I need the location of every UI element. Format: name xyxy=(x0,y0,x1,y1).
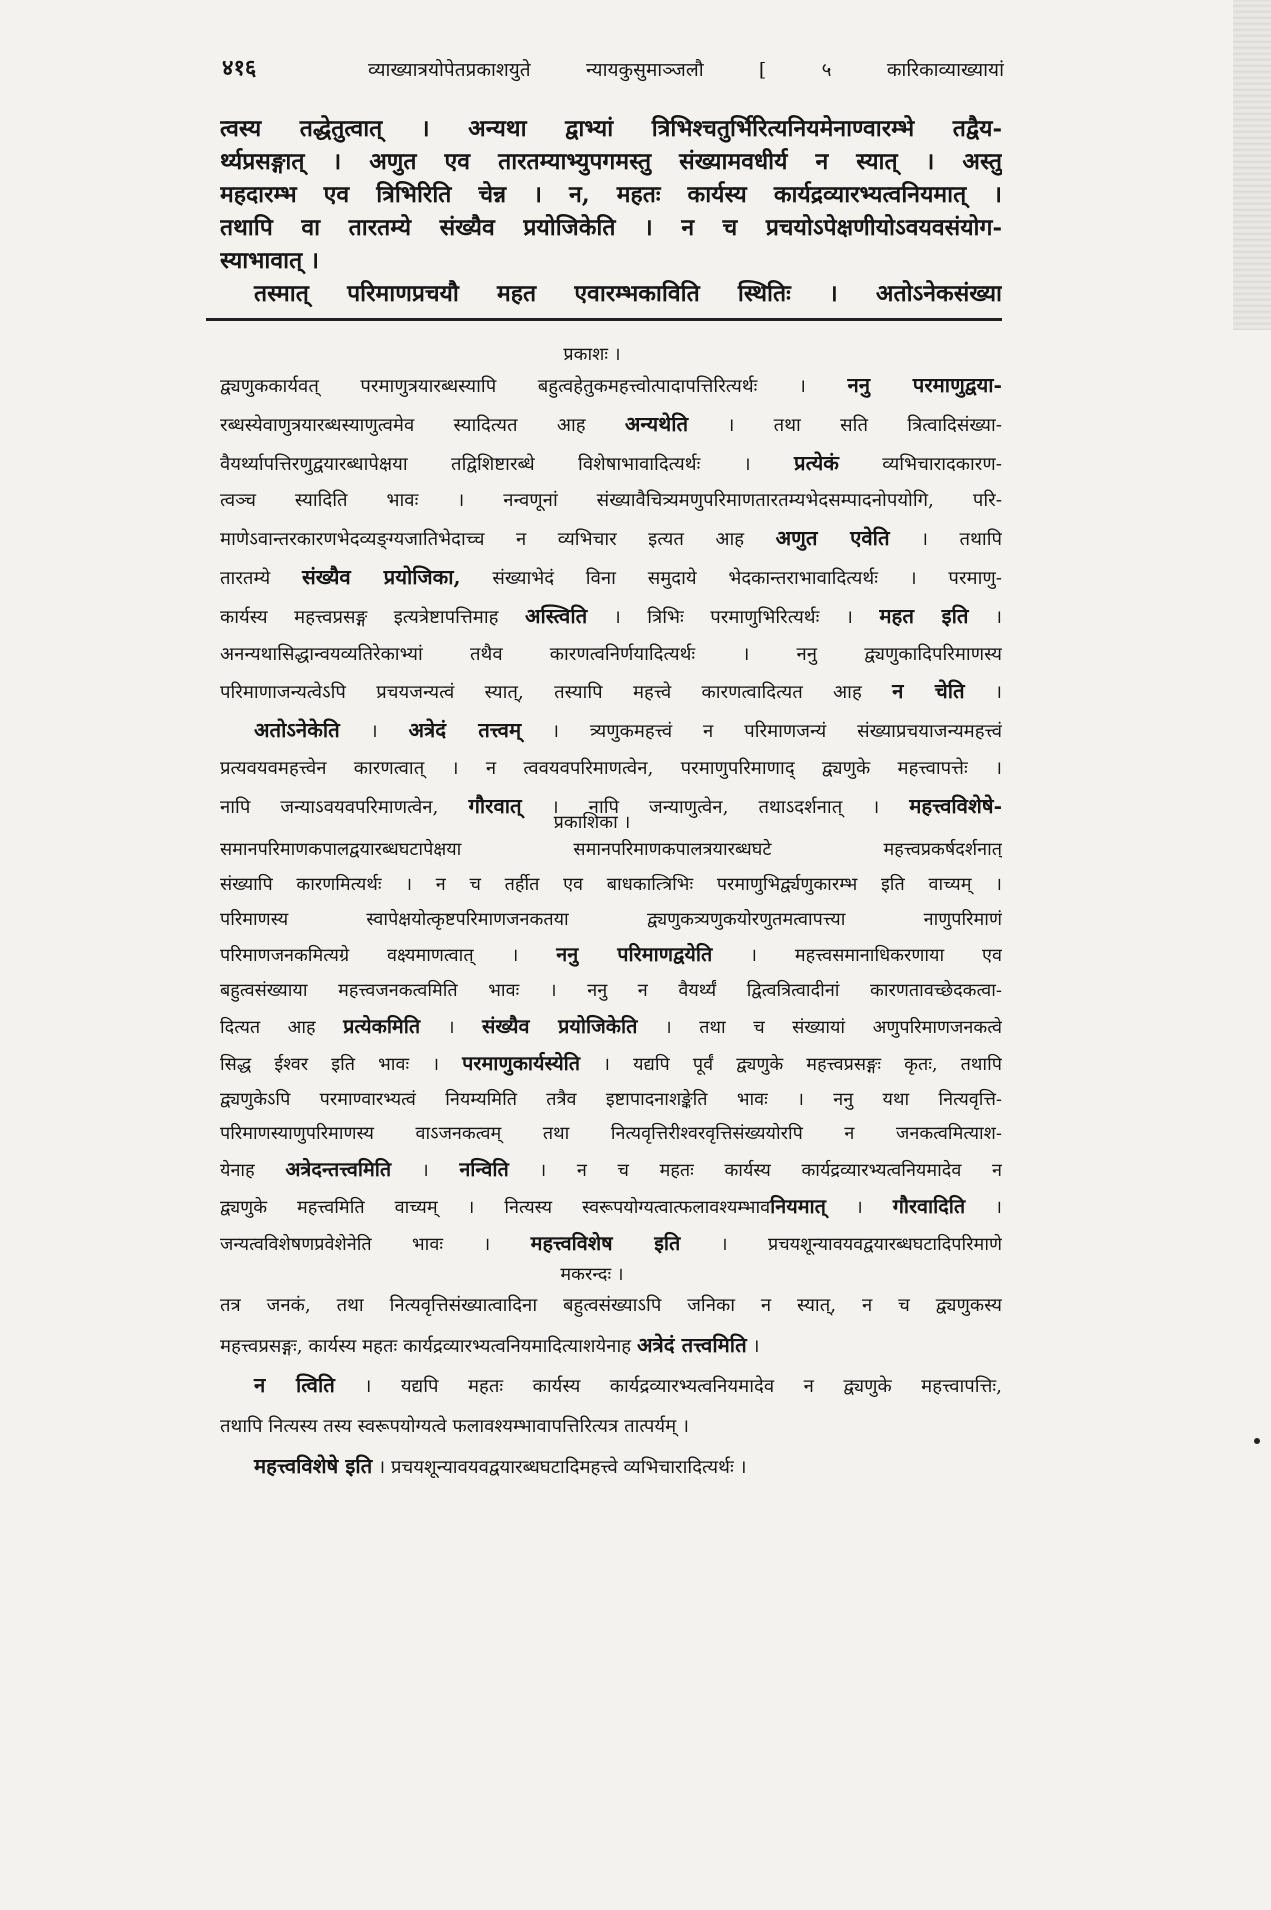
text-run: सिद्ध ईश्वर इति भावः । xyxy=(220,1053,463,1075)
text-run: । प्रचयशून्यावयवद्वयारब्धघटादिमहत्त्वे व्यभिचारादित्यर्थः । xyxy=(372,1456,747,1478)
text-run: । xyxy=(968,606,1002,628)
prakashika-line xyxy=(220,1226,1002,1263)
text-run: परिमाणजनकमित्यग्रे वक्ष्यमाणत्वात् । xyxy=(220,945,557,967)
text-run: द्व्यणुकेऽपि परमाण्वारभ्यत्वं नियम्यमिति तत्रैव इष्टापादनाशङ्केति भावः । ननु यथा नित्यवृत्ति- xyxy=(220,1088,1002,1110)
makaranda-line xyxy=(220,1407,1002,1447)
text-run: नापि जन्याऽवयवपरिमाणत्वेन, xyxy=(220,796,469,818)
mula-text xyxy=(220,112,1002,310)
text-run: । यद्यपि महतः कार्यस्य कार्यद्रव्यारभ्यत्वनियमादेव न द्व्यणुके महत्त्वापत्तिः, xyxy=(334,1376,1002,1398)
text-run: संख्यापि कारणमित्यर्थः । न च तर्हीत एव बाधकात्त्रिभिः परमाणुभिर्द्व्यणुकारम्भ इति वाच्यम् । xyxy=(220,873,1002,895)
prakashika-line xyxy=(220,1152,1002,1189)
text-run: तथापि वा तारतम्ये संख्यैव प्रयोजिकेति । न च प्रचयोऽपेक्षणीयोऽवयवसंयोग- xyxy=(220,214,1002,241)
pratika-term: संख्यैव प्रयोजिका, xyxy=(301,564,461,589)
prakasha-line xyxy=(220,483,1002,520)
text-run: त्वञ्च स्यादिति भावः । नन्वणूनां संख्यावैचित्र्यमणुपरिमाणतारतम्यभेदसम्पादनोपयोगि, परि- xyxy=(220,490,1002,512)
prakashika-heading: प्रकाशिका । xyxy=(553,812,631,833)
text-run: रब्धस्येवाणुत्रयारब्धस्याणुत्वमेव स्यादित्यत आह xyxy=(220,414,625,436)
makaranda-heading: मकरन्दः । xyxy=(560,1264,624,1285)
text-run: । xyxy=(339,721,409,743)
prakasha-line xyxy=(220,406,1002,445)
mula-line xyxy=(220,244,1002,277)
makaranda-line xyxy=(220,1286,1002,1326)
text-run: । न च महतः कार्यस्य कार्यद्रव्यारभ्यत्वनियमादेव न xyxy=(508,1160,1002,1182)
prakasha-line xyxy=(220,751,1002,788)
text-run: तत्र जनकं, तथा नित्यवृत्तिसंख्यात्वादिना बहुत्वसंख्याऽपि जनिका न स्यात्, न च द्व्यणुकस्य xyxy=(220,1295,1002,1316)
pratika-term: ननु परमाणुद्वया- xyxy=(847,373,1002,397)
pratika-term: अत्रेदं तत्त्वमिति xyxy=(636,1332,747,1357)
pratika-term: प्रत्येकं xyxy=(794,450,839,475)
text-run: त्वस्य तद्धेतुत्वात् । अन्यथा द्वाभ्यां त्रिभिश्चतुर्भिरित्यनियमेनाण्वारम्भे तद्वैय- xyxy=(220,115,1002,142)
text-run: परिमाणस्य स्वापेक्षयोत्कृष्टपरिमाणजनकतया द्व्यणुकत्र्यणुकयोरणुतमत्वापत्त्या नाणुपरिमाणं xyxy=(220,908,1002,930)
text-run: माणेऽवान्तरकारणभेदव्यङ्ग्यजातिभेदाच्च न व्यभिचार इत्यत आह xyxy=(220,529,776,551)
pratika-term: अन्यथेति xyxy=(624,411,689,436)
makaranda-line xyxy=(220,1366,1002,1407)
pratika-term: अस्त्विति xyxy=(524,603,588,628)
prakashika-line xyxy=(220,903,1002,938)
prakashika-line xyxy=(220,1189,1002,1226)
prakasha-line xyxy=(220,673,1002,712)
prakashika-line xyxy=(220,974,1002,1009)
prakashika-line xyxy=(220,1046,1002,1083)
mula-line xyxy=(220,211,1002,244)
pratika-term: परमाणुकार्यस्येति xyxy=(462,1050,581,1075)
text-run: द्व्यणुककार्यवत् परमाणुत्रयारब्धस्यापि बहुत्वहेतुकमहत्त्वोत्पादापत्तिरित्यर्थः । xyxy=(220,376,848,397)
text-run: येनाह xyxy=(220,1160,286,1182)
mula-line xyxy=(220,112,1002,145)
pratika-term: न त्विति xyxy=(254,1373,335,1398)
text-run: परिमाणाजन्यत्वेऽपि प्रचयजन्यत्वं स्यात्, तस्यापि महत्त्वे कारणत्वादित्यत आह xyxy=(220,682,893,704)
pratika-term: संख्यैव प्रयोजिकेति xyxy=(482,1013,638,1038)
text-run: वैयर्थ्यापत्तिरणुद्वयारब्धापेक्षया तद्विशिष्टारब्धे विशेषाभावादित्यर्थः । xyxy=(220,453,794,475)
text-run: बहुत्वसंख्याया महत्त्वजनकत्वमिति भावः । ननु न वैयर्थ्यं द्वित्वत्रित्वादीनां कारणतावच्छेदकत्वा- xyxy=(220,980,1002,1002)
pratika-term: ननु परिमाणद्वयेति xyxy=(556,942,713,967)
pratika-term: महत्त्वविशेषे इति xyxy=(254,1453,373,1478)
prakasha-line xyxy=(220,367,1002,406)
pratika-term: महत्त्वविशेषे- xyxy=(909,793,1002,818)
section-divider xyxy=(206,318,1002,321)
text-run: स्याभावात् । xyxy=(220,247,319,274)
text-run: तारतम्ये xyxy=(220,567,302,589)
text-run: तस्मात् परिमाणप्रचयौ महत एवारम्भकाविति स्थितिः । अतोऽनेकसंख्या xyxy=(254,280,1002,307)
text-run: । xyxy=(420,1016,483,1038)
text-run: संख्याभेदं विना समुदाये भेदकान्तराभावादित्यर्थः । परमाणु- xyxy=(460,567,1002,589)
text-run: । xyxy=(964,682,1002,704)
pratika-term: न चेति xyxy=(892,679,965,704)
mula-line xyxy=(220,178,1002,211)
text-run: । तथापि xyxy=(889,529,1002,551)
text-run: । त्र्यणुकमहत्त्वं न परिमाणजन्यं संख्याप्रचयाजन्यमहत्त्वं xyxy=(521,721,1002,743)
text-run: दित्यत आह xyxy=(220,1016,344,1038)
text-run: । xyxy=(391,1160,460,1182)
prakasha-heading: प्रकाशः । xyxy=(563,344,621,365)
prakashika-line xyxy=(220,1009,1002,1046)
text-run: । प्रचयशून्यावयवद्वयारब्धघटादिपरिमाणे xyxy=(680,1233,1002,1255)
text-run: । xyxy=(746,1335,760,1357)
text-run: प्रत्यवयवमहत्त्वेन कारणत्वात् । न त्ववयवपरिमाणत्वेन, परमाणुपरिमाणाद् द्व्यणुके महत्त्वापत्तेः । xyxy=(220,757,1002,779)
pratika-term: अत्रेदन्तत्त्वमिति xyxy=(285,1157,392,1182)
prakasha-line xyxy=(220,712,1002,751)
text-run: परिमाणस्याणुपरिमाणस्य वाऽजनकत्वम् तथा नित्यवृत्तिरीश्वरवृत्तिसंख्ययोरपि न जनकत्वमित्याश- xyxy=(220,1123,1002,1145)
pratika-term: नियमात् xyxy=(770,1193,826,1218)
makaranda-line xyxy=(220,1326,1002,1367)
text-run: । तथा च संख्यायां अणुपरिमाणजनकत्वे xyxy=(637,1016,1002,1038)
scan-speck xyxy=(1254,1438,1260,1444)
mula-line xyxy=(220,145,1002,178)
pratika-term: महत्त्वविशेष इति xyxy=(530,1230,681,1255)
text-run: । तथा सति त्रित्वादिसंख्या- xyxy=(688,414,1002,436)
text-run: । नापि जन्याणुत्वेन, तथाऽदर्शनात् । xyxy=(521,796,910,818)
prakasha-line xyxy=(220,637,1002,674)
text-run: र्थ्यप्रसङ्गात् । अणुत एव तारतम्याभ्युपगमस्तु संख्यामवधीर्य न स्यात् । अस्तु xyxy=(220,148,1002,175)
text-run: महत्त्वप्रसङ्गः, कार्यस्य महतः कार्यद्रव्यारभ्यत्वनियमादित्याशयेनाह xyxy=(220,1335,637,1357)
pratika-term: गौरवात् xyxy=(468,793,522,818)
pratika-term: प्रत्येकमिति xyxy=(343,1013,421,1038)
makaranda-commentary xyxy=(220,1286,1002,1488)
prakasha-line xyxy=(220,559,1002,598)
prakasha-line xyxy=(220,445,1002,484)
prakashika-commentary xyxy=(220,833,1002,1263)
running-title: व्याख्यात्रयोपेतप्रकाशयुते न्यायकुसुमाञ्जलौ [ ५ कारिकाव्याख्यायां xyxy=(368,59,1004,81)
pratika-term: गौरवादिति xyxy=(892,1193,966,1218)
pratika-term: नन्विति xyxy=(459,1157,509,1182)
text-run: कार्यस्य महत्त्वप्रसङ्ग इत्यत्रेष्टापत्तिमाह xyxy=(220,606,525,628)
prakasha-line xyxy=(220,520,1002,559)
text-run: महदारम्भ एव त्रिभिरिति चेन्न । न, महतः कार्यस्य कार्यद्रव्यारभ्यत्वनियमात् । xyxy=(220,181,1002,208)
text-run: जन्यत्वविशेषणप्रवेशेनेति भावः । xyxy=(220,1233,531,1255)
text-run: । महत्त्वसमानाधिकरणाया एव xyxy=(712,945,1002,967)
mula-line xyxy=(220,277,1002,310)
text-run: । xyxy=(965,1196,1002,1218)
pratika-term: अतोऽनेकेति xyxy=(254,718,340,743)
prakasha-commentary xyxy=(220,367,1002,827)
text-run: समानपरिमाणकपालद्वयारब्धघटापेक्षया समानपरिमाणकपालत्रयारब्धघटे महत्त्वप्रकर्षदर्शनात् xyxy=(220,839,1002,860)
pratika-term: महत इति xyxy=(879,603,969,628)
text-run: । त्रिभिः परमाणुभिरित्यर्थः । xyxy=(587,606,880,628)
text-run: । xyxy=(825,1196,893,1218)
prakashika-line xyxy=(220,1117,1002,1152)
prakashika-line xyxy=(220,868,1002,903)
prakashika-line xyxy=(220,937,1002,974)
page-number: ४१६ xyxy=(222,55,257,81)
prakashika-line xyxy=(220,833,1002,868)
text-run: तथापि नित्यस्य तस्य स्वरूपयोग्यत्वे फलावश्यम्भावापत्तिरित्यत्र तात्पर्यम् । xyxy=(220,1416,690,1438)
prakashika-line xyxy=(220,1083,1002,1118)
makaranda-line xyxy=(220,1447,1002,1488)
text-run: अनन्यथासिद्धान्वयव्यतिरेकाभ्यां तथैव कारणत्वनिर्णयादित्यर्थः । ननु द्व्यणुकादिपरिमाणस्य xyxy=(220,643,1002,665)
scan-edge-noise xyxy=(1233,0,1271,330)
pratika-term: अणुत एवेति xyxy=(775,526,890,551)
text-run: द्व्यणुके महत्त्वमिति वाच्यम् । नित्यस्य स्वरूपयोग्यत्वात्फलावश्यम्भाव xyxy=(220,1196,771,1218)
text-run: । यद्यपि पूर्वं द्व्यणुके महत्त्वप्रसङ्गः कृतः, तथापि xyxy=(580,1053,1002,1075)
text-run: व्यभिचारादकारण- xyxy=(838,453,1002,475)
prakasha-line xyxy=(220,598,1002,637)
pratika-term: अत्रेदं तत्त्वम् xyxy=(408,718,522,743)
